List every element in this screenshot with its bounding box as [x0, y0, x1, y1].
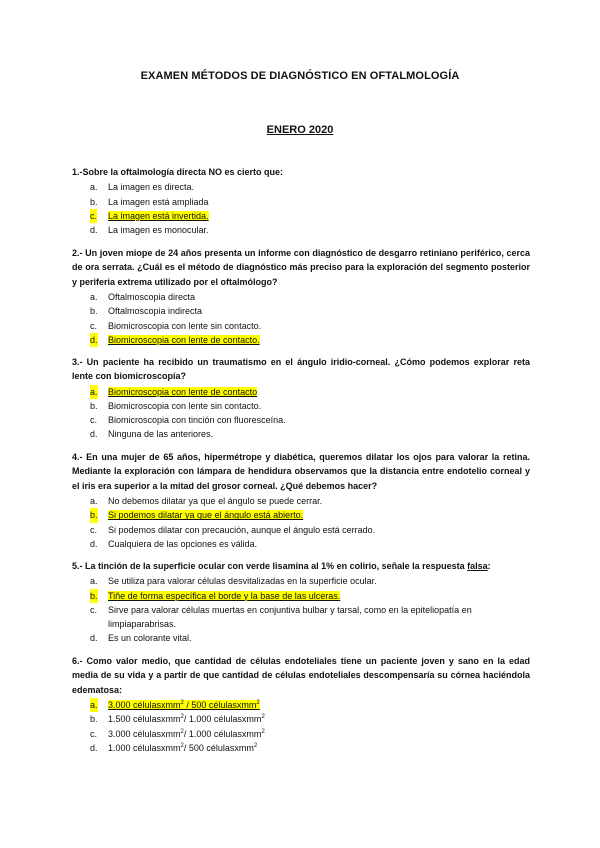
option-text: Oftalmoscopia directa [108, 292, 196, 303]
superscript: 2 [261, 728, 265, 735]
option-text: Biomicroscopia con lente de contacto [108, 386, 258, 397]
value-part-2: / 500 célulasxmm [183, 700, 257, 711]
option-b[interactable] [72, 399, 530, 413]
option-d[interactable] [72, 631, 530, 645]
option-letter: c. [90, 415, 98, 426]
option-c[interactable] [72, 727, 530, 741]
question-text: 1.-Sobre la oftalmología directa NO es cierto que: [72, 167, 284, 177]
option-text: Cualquiera de las opciones es válida. [108, 538, 258, 549]
option-c[interactable] [72, 603, 530, 631]
option-d[interactable] [72, 427, 530, 441]
value-part-1: 1.000 célulasxmm [108, 742, 181, 753]
superscript: 2 [256, 700, 260, 707]
option-d-highlighted[interactable] [72, 333, 530, 347]
option-letter: a. [90, 496, 98, 507]
option-text [108, 743, 257, 753]
option-letter: c. [90, 604, 98, 615]
question-text-emphasis: falsa [467, 561, 488, 571]
date-text: ENERO 2020 [266, 124, 334, 136]
option-letter: b. [90, 714, 98, 725]
option-text [108, 700, 260, 710]
question-text-start: 5.- La tinción de la superficie ocular con verde lisamina al 1% en colirio, señale la respuesta [72, 561, 468, 571]
option-text: Oftalmoscopia indirecta [108, 306, 203, 317]
option-letter: a. [90, 182, 98, 193]
option-text: Se utiliza para valorar células desvitalizadas en la superficie ocular. [108, 576, 377, 587]
option-b[interactable] [72, 304, 530, 318]
option-text: La imagen es directa. [108, 182, 195, 193]
option-a-highlighted[interactable] [72, 385, 530, 399]
question-text: 3.- Un paciente ha recibido un traumatismo en el ángulo iridio-corneal. ¿Cómo podemos explorar reta lente con biomicroscopía? [72, 357, 530, 382]
option-letter: c. [90, 728, 98, 739]
value-part-1: 1.500 célulasxmm [108, 714, 181, 725]
option-b-highlighted[interactable] [72, 508, 530, 522]
options-list [72, 385, 530, 442]
question-5 [72, 559, 530, 645]
option-letter: d. [90, 742, 98, 753]
option-letter: d. [90, 538, 98, 549]
option-text: Es un colorante vital. [108, 633, 192, 644]
option-text: Biomicroscopia con lente sin contacto. [108, 320, 262, 331]
option-letter: a. [90, 576, 98, 587]
options-list [72, 180, 530, 237]
question-6 [72, 654, 530, 755]
option-text: La imagen está ampliada [108, 196, 209, 207]
option-text: La imagen es monocular. [108, 225, 209, 236]
option-letter: c. [90, 524, 98, 535]
question-2 [72, 246, 530, 347]
option-letter: d. [90, 225, 98, 236]
option-letter: b. [90, 589, 98, 603]
option-letter: d. [90, 429, 98, 440]
option-text: Biomicroscopia con lente sin contacto. [108, 401, 262, 412]
options-list [72, 698, 530, 755]
option-text: Biomicroscopia con tinción con fluoresceína. [108, 415, 286, 426]
option-c-highlighted[interactable] [72, 209, 530, 223]
option-a[interactable] [72, 180, 530, 194]
option-a[interactable] [72, 290, 530, 304]
value-part-1: 3.000 célulasxmm [108, 728, 181, 739]
superscript: 2 [180, 700, 184, 707]
option-letter: c. [90, 209, 97, 223]
option-a-highlighted[interactable] [72, 698, 530, 712]
option-d[interactable] [72, 741, 530, 755]
superscript: 2 [261, 714, 265, 721]
options-list [72, 494, 530, 551]
option-text: No debemos dilatar ya que el ángulo se puede cerrar. [108, 496, 323, 507]
option-text [108, 714, 265, 724]
option-c[interactable] [72, 413, 530, 427]
superscript: 2 [180, 728, 184, 735]
option-text: Si podemos dilatar con precaución, aunque el ángulo está cerrado. [108, 524, 376, 535]
question-text: 2.- Un joven miope de 24 años presenta un informe con diagnóstico de desgarro retiniano periférico, cerca de ora serrata. ¿Cuál es el método de diagnóstico más preciso para la exploración del segmento posterior y periferia extrema utilizado por el oftalmólogo? [72, 248, 530, 287]
option-text: Tiñe de forma específica el borde y la base de las ulceras. [108, 590, 341, 601]
value-part-2: / 500 célulasxmm [183, 742, 254, 753]
option-letter: b. [90, 196, 98, 207]
option-letter: c. [90, 320, 98, 331]
option-d[interactable] [72, 223, 530, 237]
question-text: 6.- Como valor medio, que cantidad de células endoteliales tiene un paciente joven y sano en la edad media de su vida y a partir de que cantidad de células endoteliales descompensaría su córnea haciéndola edematosa: [72, 656, 530, 695]
document-title: EXAMEN MÉTODOS DE DIAGNÓSTICO EN OFTALMOLOGÍA [140, 70, 460, 82]
question-1 [72, 165, 530, 237]
option-a[interactable] [72, 494, 530, 508]
question-3 [72, 355, 530, 442]
options-list [72, 290, 530, 347]
option-letter: b. [90, 401, 98, 412]
option-letter: a. [90, 292, 98, 303]
option-text: Biomicroscopia con lente de contacto. [108, 334, 260, 345]
options-list [72, 574, 530, 645]
option-letter: a. [90, 385, 98, 399]
value-part-2: / 1.000 célulasxmm [183, 728, 262, 739]
option-b[interactable] [72, 712, 530, 726]
option-text [108, 729, 265, 739]
option-letter: d. [90, 333, 98, 347]
question-4 [72, 450, 530, 551]
option-text: Ninguna de las anteriores. [108, 429, 214, 440]
option-text: La imagen está invertida. [108, 210, 209, 221]
superscript: 2 [253, 742, 258, 749]
question-text-end: : [487, 561, 491, 571]
option-letter: a. [90, 698, 98, 712]
superscript: 2 [180, 742, 184, 749]
option-c[interactable] [72, 319, 530, 333]
value-part-1: 3.000 célulasxmm [108, 700, 181, 711]
document-date [0, 124, 600, 136]
option-a[interactable] [72, 574, 530, 588]
option-letter: b. [90, 306, 98, 317]
option-text: Sirve para valorar células muertas en conjuntiva bulbar y tarsal, como en la epiteliopatía en limpiaparabrisas. [108, 604, 472, 630]
option-d[interactable] [72, 537, 530, 551]
question-text: 4.- En una mujer de 65 años, hipermétrope y diabética, queremos dilatar los ojos para valorar la retina. Mediante la exploración con lámpara de hendidura observamos que la distancia entre endotelio corneal y el iris era superior a la mitad del grosor corneal. ¿Qué debemos hacer? [72, 452, 530, 491]
superscript: 2 [180, 714, 184, 721]
option-b[interactable] [72, 195, 530, 209]
option-c[interactable] [72, 523, 530, 537]
question-text [72, 559, 530, 573]
option-letter: d. [90, 633, 98, 644]
value-part-2: / 1.000 célulasxmm [183, 714, 262, 725]
option-letter: b. [90, 508, 98, 522]
option-text: Si podemos dilatar ya que el ángulo está abierto. [108, 510, 304, 521]
option-b-highlighted[interactable] [72, 589, 530, 603]
